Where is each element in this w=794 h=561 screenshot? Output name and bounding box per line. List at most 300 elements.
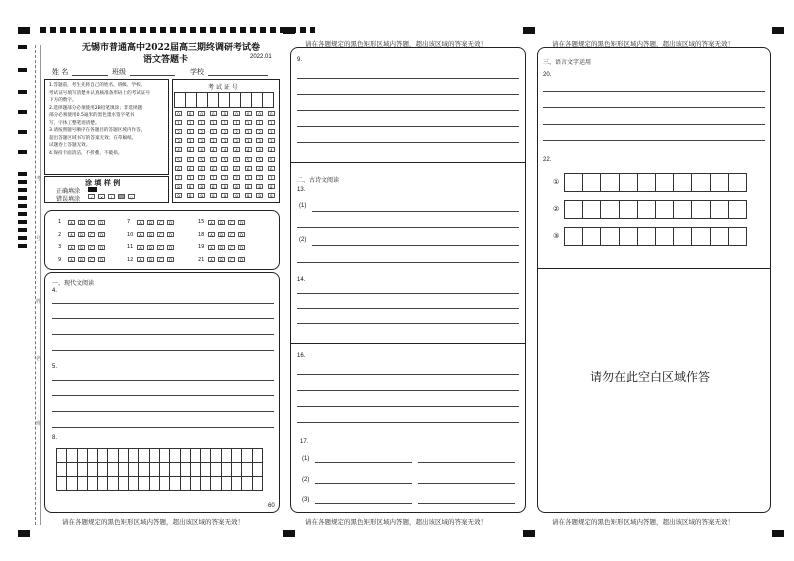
- answer-line[interactable]: [543, 124, 765, 125]
- exam-id-cell[interactable]: [241, 93, 252, 108]
- mc-option-bubble[interactable]: D: [99, 258, 104, 263]
- exam-id-bubble[interactable]: 4: [187, 147, 194, 152]
- mc-option-bubble[interactable]: D: [239, 245, 244, 251]
- exam-id-bubble[interactable]: 5: [256, 157, 263, 162]
- essay-cell[interactable]: [149, 477, 159, 491]
- essay-cell[interactable]: [98, 449, 108, 463]
- mc-option-bubble[interactable]: A: [208, 257, 215, 262]
- exam-id-bubble[interactable]: 8: [210, 184, 217, 189]
- mc-option-bubble[interactable]: C: [157, 257, 164, 262]
- essay-cell[interactable]: [108, 449, 118, 463]
- essay-cell[interactable]: [87, 463, 97, 477]
- exam-id-bubble[interactable]: 6: [245, 166, 252, 171]
- exam-id-bubble[interactable]: 3: [233, 138, 240, 143]
- mc-option-bubble[interactable]: D: [168, 233, 173, 238]
- answer-line[interactable]: [418, 503, 515, 504]
- answer-line[interactable]: [297, 262, 519, 263]
- mc-option-bubble[interactable]: D: [239, 258, 244, 263]
- mc-option-bubble[interactable]: C: [157, 220, 164, 225]
- mc-option-bubble[interactable]: C: [157, 245, 164, 250]
- exam-id-bubble[interactable]: 2: [221, 129, 228, 134]
- exam-id-bubble[interactable]: 9: [198, 193, 205, 198]
- answer-cell[interactable]: [710, 228, 728, 246]
- essay-cell[interactable]: [190, 477, 200, 491]
- answer-cell[interactable]: [674, 201, 692, 219]
- answer-line[interactable]: [297, 308, 519, 309]
- exam-id-bubble[interactable]: 8: [221, 184, 228, 189]
- exam-id-bubble[interactable]: 3: [221, 138, 228, 143]
- mc-option-bubble[interactable]: A: [208, 232, 215, 237]
- answer-grid-22-2[interactable]: [564, 200, 747, 219]
- mc-option-bubble[interactable]: B: [78, 245, 85, 250]
- answer-line[interactable]: [543, 107, 765, 108]
- answer-cell[interactable]: [601, 228, 619, 246]
- answer-line[interactable]: [312, 245, 519, 246]
- mc-option-bubble[interactable]: D: [168, 245, 173, 251]
- answer-line[interactable]: [297, 390, 519, 391]
- essay-cell[interactable]: [77, 477, 87, 491]
- answer-line[interactable]: [297, 293, 519, 294]
- essay-cell[interactable]: [211, 477, 221, 491]
- exam-id-bubble[interactable]: 8: [187, 184, 194, 189]
- exam-id-bubble[interactable]: 8: [175, 184, 182, 189]
- mc-option-bubble[interactable]: B: [78, 220, 85, 225]
- mc-option-bubble[interactable]: D: [239, 220, 244, 226]
- exam-id-bubble[interactable]: 1: [268, 120, 275, 125]
- answer-line[interactable]: [418, 462, 515, 463]
- exam-id-bubble[interactable]: 0: [221, 111, 228, 116]
- essay-cell[interactable]: [118, 449, 128, 463]
- essay-cell[interactable]: [252, 477, 262, 491]
- exam-id-bubble[interactable]: 3: [210, 138, 217, 143]
- essay-cell[interactable]: [221, 477, 231, 491]
- essay-cell[interactable]: [139, 477, 149, 491]
- exam-id-bubble[interactable]: 4: [198, 147, 205, 152]
- exam-id-bubble[interactable]: 7: [187, 175, 194, 180]
- mc-option-bubble[interactable]: B: [218, 232, 225, 237]
- answer-line[interactable]: [315, 462, 412, 463]
- mc-question-number: 10: [127, 231, 134, 238]
- essay-cell[interactable]: [221, 449, 231, 463]
- essay-cell[interactable]: [87, 449, 97, 463]
- answer-grid-22-1[interactable]: [564, 173, 747, 192]
- exam-id-bubble[interactable]: 1: [210, 120, 217, 125]
- essay-cell[interactable]: [149, 463, 159, 477]
- essay-cell[interactable]: [211, 463, 221, 477]
- answer-cell[interactable]: [583, 201, 601, 219]
- answer-line[interactable]: [297, 227, 519, 228]
- exam-id-bubble[interactable]: 4: [256, 147, 263, 152]
- exam-id-bubble[interactable]: 1: [187, 120, 194, 125]
- exam-id-bubble[interactable]: 6: [210, 166, 217, 171]
- exam-id-bubble[interactable]: 5: [221, 157, 228, 162]
- answer-line[interactable]: [297, 78, 519, 79]
- answer-line[interactable]: [52, 350, 274, 351]
- question-8-label: 8.: [52, 435, 58, 441]
- mc-option-bubble[interactable]: B: [218, 257, 225, 262]
- exam-id-bubble[interactable]: 4: [221, 147, 228, 152]
- mc-option-bubble[interactable]: A: [137, 220, 144, 225]
- timing-mark: [18, 180, 27, 184]
- essay-cell[interactable]: [201, 477, 211, 491]
- answer-line[interactable]: [297, 126, 519, 127]
- exam-id-bubble[interactable]: 3: [187, 138, 194, 143]
- mc-option-bubble[interactable]: B: [218, 245, 225, 250]
- side-label: 名: [36, 356, 42, 362]
- essay-cell[interactable]: [180, 449, 190, 463]
- mc-option-bubble[interactable]: D: [239, 233, 244, 238]
- answer-line[interactable]: [52, 380, 274, 381]
- exam-id-cell[interactable]: [263, 93, 274, 108]
- mc-option-bubble[interactable]: C: [88, 257, 95, 262]
- essay-cell[interactable]: [232, 449, 242, 463]
- mc-option-bubble[interactable]: A: [68, 232, 75, 237]
- exam-id-bubble[interactable]: 2: [175, 129, 182, 134]
- mc-option-bubble[interactable]: C: [228, 245, 235, 250]
- mc-option-bubble[interactable]: C: [157, 232, 164, 237]
- essay-cell[interactable]: [118, 463, 128, 477]
- answer-cell[interactable]: [565, 228, 583, 246]
- exam-id-bubble[interactable]: 1: [256, 120, 263, 125]
- answer-line[interactable]: [297, 110, 519, 111]
- answer-cell[interactable]: [619, 174, 637, 192]
- exam-id-bubble[interactable]: 9: [210, 193, 217, 198]
- exam-id-bubble[interactable]: 9: [256, 193, 263, 198]
- exam-id-cell[interactable]: [175, 93, 186, 108]
- answer-cell[interactable]: [583, 228, 601, 246]
- exam-id-bubble[interactable]: 3: [198, 138, 205, 143]
- answer-cell[interactable]: [565, 174, 583, 192]
- essay-cell[interactable]: [232, 477, 242, 491]
- mc-question-number: 21: [198, 256, 205, 263]
- answer-line[interactable]: [315, 483, 412, 484]
- essay-cell[interactable]: [87, 477, 97, 491]
- answer-line[interactable]: [52, 334, 274, 335]
- name-field[interactable]: [72, 75, 108, 76]
- essay-cell[interactable]: [77, 449, 87, 463]
- exam-id-bubble[interactable]: 5: [245, 157, 252, 162]
- mc-question-number: 7: [127, 219, 131, 225]
- answer-grid-22-3[interactable]: [564, 227, 747, 246]
- answer-line[interactable]: [52, 303, 274, 304]
- essay-cell[interactable]: [170, 463, 180, 477]
- exam-id-bubble[interactable]: 6: [175, 166, 182, 171]
- exam-id-bubble[interactable]: 9: [187, 193, 194, 198]
- mc-option-bubble[interactable]: B: [78, 257, 85, 262]
- essay-cell[interactable]: [67, 463, 77, 477]
- answer-cell[interactable]: [674, 174, 692, 192]
- answer-line[interactable]: [297, 422, 519, 423]
- essay-cell[interactable]: [57, 449, 67, 463]
- answer-cell[interactable]: [655, 228, 673, 246]
- exam-id-bubble[interactable]: 0: [245, 111, 252, 116]
- mc-option-bubble[interactable]: A: [68, 220, 75, 225]
- exam-id-bubble[interactable]: 7: [221, 175, 228, 180]
- exam-id-bubble[interactable]: 9: [245, 193, 252, 198]
- warning-text: 请在各题规定的黑色矩形区域内答题，超出该区域的答案无效！: [305, 40, 487, 48]
- exam-id-bubble[interactable]: 7: [268, 175, 275, 180]
- essay-cell[interactable]: [118, 477, 128, 491]
- exam-id-bubble[interactable]: 3: [175, 138, 182, 143]
- exam-id-bubble[interactable]: 9: [233, 193, 240, 198]
- column-2-frame: [290, 47, 526, 513]
- exam-id-bubble[interactable]: 2: [256, 129, 263, 134]
- essay-cell[interactable]: [221, 463, 231, 477]
- mc-option-bubble[interactable]: D: [99, 233, 104, 238]
- exam-id-bubble[interactable]: 8: [198, 184, 205, 189]
- mc-question-row: [58, 219, 108, 225]
- essay-cell[interactable]: [242, 463, 252, 477]
- answer-line[interactable]: [52, 427, 274, 428]
- answer-cell[interactable]: [655, 174, 673, 192]
- timing-mark: [18, 90, 27, 94]
- mc-option-bubble[interactable]: A: [68, 257, 75, 262]
- essay-cell[interactable]: [129, 449, 139, 463]
- answer-cell[interactable]: [565, 201, 583, 219]
- exam-id-bubble[interactable]: 5: [268, 157, 275, 162]
- answer-line[interactable]: [297, 142, 519, 143]
- answer-line[interactable]: [315, 503, 412, 504]
- exam-id-cell[interactable]: [252, 93, 263, 108]
- mc-option-bubble[interactable]: C: [228, 232, 235, 237]
- exam-id-bubble[interactable]: 0: [210, 111, 217, 116]
- essay-cell[interactable]: [180, 463, 190, 477]
- exam-id-bubble[interactable]: 2: [245, 129, 252, 134]
- answer-cell[interactable]: [710, 201, 728, 219]
- exam-id-bubble[interactable]: 9: [221, 193, 228, 198]
- mc-option-bubble[interactable]: A: [137, 232, 144, 237]
- exam-id-bubble[interactable]: 2: [268, 129, 275, 134]
- exam-id-bubble[interactable]: 7: [233, 175, 240, 180]
- essay-cell[interactable]: [159, 449, 169, 463]
- essay-cell[interactable]: [159, 463, 169, 477]
- exam-id-bubble[interactable]: 6: [221, 166, 228, 171]
- answer-cell[interactable]: [583, 174, 601, 192]
- question-14-label: 14.: [297, 277, 306, 283]
- essay-cell[interactable]: [170, 477, 180, 491]
- exam-id-cell[interactable]: [230, 93, 241, 108]
- answer-cell[interactable]: [601, 201, 619, 219]
- exam-id-bubble[interactable]: 4: [268, 147, 275, 152]
- essay-cell[interactable]: [77, 463, 87, 477]
- answer-cell[interactable]: [728, 228, 746, 246]
- question-17-3-label: (3): [302, 497, 310, 503]
- mc-option-bubble[interactable]: B: [147, 232, 154, 237]
- answer-line[interactable]: [52, 318, 274, 319]
- answer-cell[interactable]: [619, 228, 637, 246]
- exam-id-bubble[interactable]: 0: [198, 111, 205, 116]
- mc-option-bubble[interactable]: A: [208, 220, 215, 225]
- exam-id-bubble[interactable]: 4: [210, 147, 217, 152]
- essay-cell[interactable]: [242, 449, 252, 463]
- exam-id-bubble[interactable]: 8: [268, 184, 275, 189]
- mc-question-number: 11: [127, 244, 134, 250]
- answer-cell[interactable]: [728, 174, 746, 192]
- exam-id-bubble[interactable]: 4: [233, 147, 240, 152]
- mc-option-bubble[interactable]: C: [228, 220, 235, 225]
- answer-line[interactable]: [52, 411, 274, 412]
- exam-id-bubble[interactable]: 9: [175, 193, 182, 198]
- exam-id-bubble[interactable]: 7: [210, 175, 217, 180]
- mc-option-bubble[interactable]: D: [99, 245, 104, 251]
- correct-fill-label: 正确填涂: [56, 188, 81, 195]
- exam-id-bubble[interactable]: 3: [256, 138, 263, 143]
- exam-id-cell[interactable]: [219, 93, 230, 108]
- answer-line[interactable]: [543, 140, 765, 141]
- essay-cell[interactable]: [129, 477, 139, 491]
- mc-option-bubble[interactable]: B: [147, 257, 154, 262]
- exam-id-bubble[interactable]: 5: [233, 157, 240, 162]
- exam-id-bubble[interactable]: 8: [233, 184, 240, 189]
- essay-cell[interactable]: [129, 463, 139, 477]
- word-count-mark: 60: [268, 503, 275, 509]
- exam-id-bubble[interactable]: 5: [210, 157, 217, 162]
- essay-cell[interactable]: [98, 477, 108, 491]
- exam-id-bubble[interactable]: 6: [198, 166, 205, 171]
- exam-id-bubble[interactable]: 2: [210, 129, 217, 134]
- answer-line[interactable]: [312, 211, 519, 212]
- essay-cell[interactable]: [108, 463, 118, 477]
- exam-id-bubble[interactable]: 1: [245, 120, 252, 125]
- essay-cell[interactable]: [67, 449, 77, 463]
- essay-grid[interactable]: [56, 448, 263, 491]
- essay-cell[interactable]: [57, 477, 67, 491]
- exam-id-bubble[interactable]: 1: [175, 120, 182, 125]
- essay-cell[interactable]: [201, 463, 211, 477]
- exam-id-bubble[interactable]: 7: [175, 175, 182, 180]
- mc-option-bubble[interactable]: C: [88, 220, 95, 225]
- essay-cell[interactable]: [108, 477, 118, 491]
- wrong-fill-examples: [88, 194, 138, 201]
- essay-cell[interactable]: [159, 477, 169, 491]
- answer-cell[interactable]: [637, 228, 655, 246]
- exam-id-bubble[interactable]: 3: [268, 138, 275, 143]
- exam-id-bubble[interactable]: 7: [245, 175, 252, 180]
- answer-cell[interactable]: [637, 174, 655, 192]
- exam-id-bubble[interactable]: 5: [198, 157, 205, 162]
- essay-cell[interactable]: [57, 463, 67, 477]
- answer-cell[interactable]: [674, 228, 692, 246]
- exam-id-bubble[interactable]: 2: [233, 129, 240, 134]
- essay-cell[interactable]: [139, 463, 149, 477]
- answer-cell[interactable]: [692, 201, 710, 219]
- answer-line[interactable]: [543, 91, 765, 92]
- essay-cell[interactable]: [252, 449, 262, 463]
- exam-id-bubble[interactable]: 3: [245, 138, 252, 143]
- exam-id-bubble[interactable]: 4: [245, 147, 252, 152]
- answer-cell[interactable]: [692, 174, 710, 192]
- answer-cell[interactable]: [637, 201, 655, 219]
- answer-line[interactable]: [297, 406, 519, 407]
- exam-id-cell[interactable]: [197, 93, 208, 108]
- exam-id-bubble[interactable]: 0: [256, 111, 263, 116]
- essay-cell[interactable]: [98, 463, 108, 477]
- essay-cell[interactable]: [139, 449, 149, 463]
- answer-line[interactable]: [418, 483, 515, 484]
- exam-id-bubble[interactable]: 6: [268, 166, 275, 171]
- answer-cell[interactable]: [710, 174, 728, 192]
- essay-cell[interactable]: [190, 463, 200, 477]
- exam-id-bubble[interactable]: 1: [233, 120, 240, 125]
- exam-id-cell[interactable]: [186, 93, 197, 108]
- answer-cell[interactable]: [619, 201, 637, 219]
- exam-id-bubble[interactable]: 0: [233, 111, 240, 116]
- corner-mark: [772, 530, 784, 537]
- answer-cell[interactable]: [655, 201, 673, 219]
- essay-cell[interactable]: [149, 449, 159, 463]
- exam-id-bubble[interactable]: 8: [245, 184, 252, 189]
- exam-id-bubble[interactable]: 5: [187, 157, 194, 162]
- exam-id-bubble[interactable]: 8: [256, 184, 263, 189]
- answer-cell[interactable]: [601, 174, 619, 192]
- mc-option-bubble[interactable]: C: [228, 257, 235, 262]
- mc-option-bubble[interactable]: A: [137, 245, 144, 250]
- corner-mark: [18, 530, 30, 537]
- essay-cell[interactable]: [232, 463, 242, 477]
- mc-option-bubble[interactable]: B: [147, 245, 154, 250]
- exam-id-bubble[interactable]: 0: [187, 111, 194, 116]
- school-field[interactable]: [208, 75, 268, 76]
- exam-id-bubble[interactable]: 6: [187, 166, 194, 171]
- question-22-2-label: ②: [553, 205, 560, 213]
- answer-cell[interactable]: [692, 228, 710, 246]
- mc-option-bubble[interactable]: A: [208, 245, 215, 250]
- mc-option-bubble[interactable]: B: [218, 220, 225, 225]
- essay-cell[interactable]: [211, 449, 221, 463]
- answer-line[interactable]: [297, 94, 519, 95]
- answer-line[interactable]: [297, 374, 519, 375]
- exam-id-bubble[interactable]: 6: [256, 166, 263, 171]
- mc-option-bubble[interactable]: A: [137, 257, 144, 262]
- mc-option-bubble[interactable]: D: [168, 258, 173, 263]
- exam-id-cell[interactable]: [208, 93, 219, 108]
- essay-cell[interactable]: [201, 449, 211, 463]
- exam-id-bubble[interactable]: 6: [233, 166, 240, 171]
- timing-mark: [18, 228, 27, 232]
- essay-cell[interactable]: [242, 477, 252, 491]
- essay-cell[interactable]: [190, 449, 200, 463]
- answer-line[interactable]: [297, 323, 519, 324]
- mc-option-bubble[interactable]: A: [68, 245, 75, 250]
- exam-id-bubble[interactable]: 1: [221, 120, 228, 125]
- mc-option-bubble[interactable]: B: [147, 220, 154, 225]
- mc-option-bubble[interactable]: D: [99, 220, 104, 226]
- exam-id-bubble[interactable]: 7: [198, 175, 205, 180]
- exam-id-bubble[interactable]: 2: [198, 129, 205, 134]
- mc-option-bubble[interactable]: C: [88, 245, 95, 250]
- essay-cell[interactable]: [67, 477, 77, 491]
- answer-cell[interactable]: [728, 201, 746, 219]
- answer-line[interactable]: [52, 395, 274, 396]
- exam-id-bubble[interactable]: 4: [175, 147, 182, 152]
- exam-id-bubble[interactable]: 7: [256, 175, 263, 180]
- mc-option-bubble[interactable]: B: [78, 232, 85, 237]
- exam-id-bubble[interactable]: 0: [175, 111, 182, 116]
- essay-cell[interactable]: [252, 463, 262, 477]
- exam-id-bubble[interactable]: 1: [198, 120, 205, 125]
- exam-id-bubble[interactable]: 0: [268, 111, 275, 116]
- essay-cell[interactable]: [180, 477, 190, 491]
- timing-mark: [18, 236, 27, 240]
- class-field[interactable]: [130, 75, 175, 76]
- essay-cell[interactable]: [170, 449, 180, 463]
- mc-option-bubble[interactable]: D: [168, 220, 173, 226]
- exam-id-bubble[interactable]: 5: [175, 157, 182, 162]
- exam-id-bubble[interactable]: 9: [268, 193, 275, 198]
- mc-option-bubble[interactable]: C: [88, 232, 95, 237]
- exam-id-bubble[interactable]: 2: [187, 129, 194, 134]
- wrong-fill-icon: [118, 194, 125, 199]
